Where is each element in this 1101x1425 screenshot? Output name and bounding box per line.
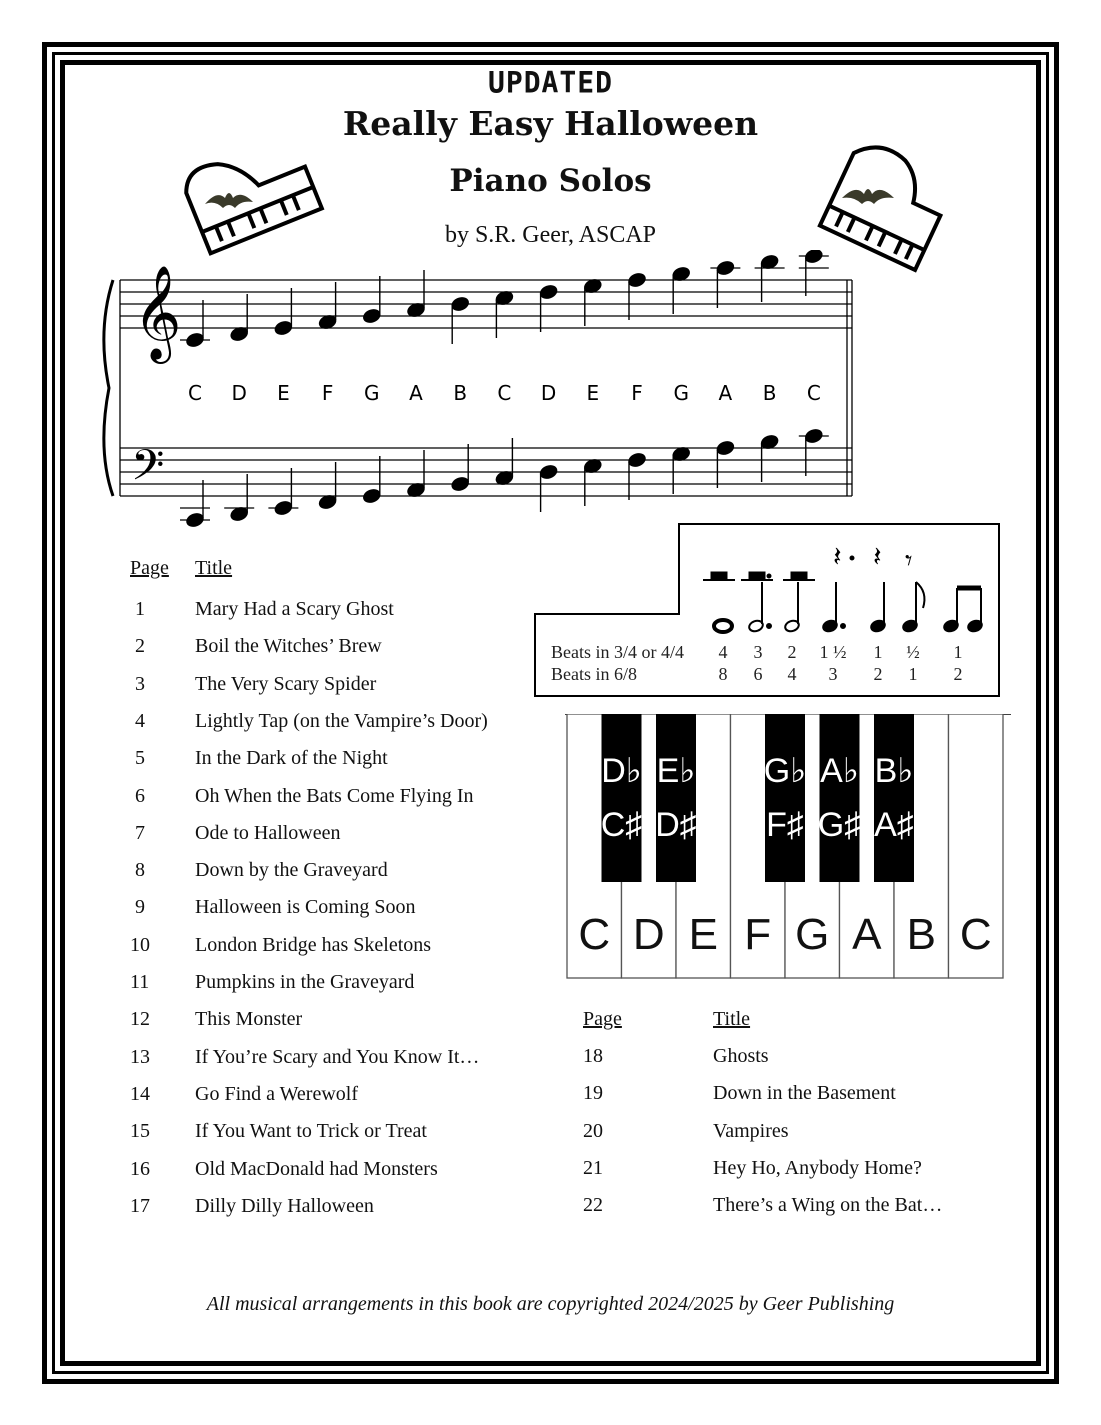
toc-page-number: 10 [130,933,150,956]
toc-page-number: 7 [135,821,145,844]
note-d-8 [538,463,559,512]
note-a-5 [405,270,426,319]
page-title: Really Easy Halloween [342,104,759,143]
note-letter: F [631,381,643,405]
toc-song-title: Lightly Tap (on the Vampire’s Door) [195,709,488,732]
toc-page-number: 22 [583,1194,603,1217]
note-e-2 [268,468,298,517]
toc-song-title: Oh When the Bats Come Flying In [195,784,474,807]
toc-song-title: London Bridge has Skeletons [195,933,432,956]
toc-page-number: 12 [130,1008,150,1031]
toc-title-header: Title [195,557,233,579]
toc-song-title: Vampires [713,1119,789,1142]
white-key-label: F [744,910,772,959]
note-b-6 [450,444,471,493]
black-key-flat-label: D♭ [601,752,642,790]
toc-page-number: 1 [135,598,145,620]
note-c-7 [494,438,515,487]
white-key-label: C [578,910,611,959]
note-f-10 [626,451,647,500]
note-b-13 [759,433,780,482]
note-c-7 [494,289,515,338]
black-key-sharp-label: A♯ [874,806,914,844]
author-credit: by S.R. Geer, ASCAP [444,222,657,248]
toc-song-title: Ghosts [713,1045,769,1067]
note-c-14 [799,427,829,476]
beat-value: 2 [953,664,963,684]
toc-song-title: Halloween is Coming Soon [195,896,416,919]
treble-clef-icon: 𝄞 [133,265,182,360]
beat-value: 1 ½ [819,642,847,662]
black-key-flat-label: E♭ [656,752,696,790]
note-f-3 [317,462,338,511]
black-key-flat-label: G♭ [763,752,807,790]
note-e-9 [582,457,603,506]
note-a-12 [715,439,736,488]
black-key-flat-label: B♭ [874,752,914,790]
note-letter: G [364,381,380,405]
black-key-sharp-label: F♯ [766,806,804,844]
note-d-8 [538,283,559,332]
note-letter: B [453,381,468,405]
toc-song-title: Ode to Halloween [195,821,341,844]
page-subtitle: Piano Solos [449,163,652,199]
svg-text:𝄽: 𝄽 [833,540,842,573]
black-key [601,714,643,882]
white-key-label: E [688,910,718,959]
note-e-2 [273,288,294,337]
note-letters [188,381,821,405]
toc-page-number: 8 [135,859,145,882]
black-key-flat-label: A♭ [820,752,859,790]
toc-song-title: There’s a Wing on the Bat… [713,1194,943,1217]
toc-song-title: Pumpkins in the Graveyard [195,971,415,993]
beat-value: 2 [787,642,797,662]
toc-page-number: 15 [130,1120,150,1143]
white-key-label: C [959,910,992,959]
piano-bat-icon-left [175,138,335,268]
note-g-11 [671,445,692,494]
note-c-14 [799,250,829,296]
note-b-6 [450,295,471,344]
note-letter: C [497,381,512,405]
toc-page-number: 18 [583,1045,603,1067]
toc-page-number: 4 [135,709,145,732]
beat-value: 4 [787,664,797,684]
toc-page-number: 19 [583,1082,603,1105]
beat-value: 4 [718,642,728,662]
toc-page-number: 5 [135,747,145,770]
note-b-13 [755,253,785,302]
updated-stamp: UPDATED [487,65,613,100]
note-letter: E [277,381,290,405]
toc-song-title: Down in the Basement [713,1082,896,1105]
toc-song-title: Old MacDonald had Monsters [195,1157,438,1180]
beat-value: 2 [873,664,883,684]
note-letter: E [586,381,600,405]
black-key [818,714,861,882]
black-key [655,714,697,882]
note-a-5 [405,450,426,499]
beat-value: 3 [828,664,838,684]
beat-value: 1 [953,642,963,662]
note-letter: A [409,381,423,405]
toc-song-title: Boil the Witches’ Brew [195,635,382,658]
toc-page-number: 20 [583,1119,603,1142]
grand-staff [95,250,860,535]
beat-value: 3 [753,642,763,662]
white-key-label: G [795,910,830,959]
toc-song-title: If You Want to Trick or Treat [195,1120,427,1143]
toc-song-title: Hey Ho, Anybody Home? [713,1156,922,1179]
toc-page-number: 14 [130,1082,150,1105]
toc-page-header: Page [130,557,169,579]
note-letter: B [762,381,777,405]
note-g-4 [361,276,382,325]
svg-text:𝄾: 𝄾 [905,544,913,577]
brace-icon [104,280,113,496]
note-letter: G [673,381,689,405]
note-letter: F [321,381,334,405]
toc-page-number: 2 [135,635,145,658]
bass-notes [180,427,829,529]
note-f-10 [626,271,647,320]
toc-song-title: Down by the Graveyard [195,859,388,882]
note-c-0 [180,300,210,349]
note-f-3 [317,282,338,331]
toc-page-number: 6 [135,784,145,807]
note-letter: D [540,381,557,405]
toc-page-number: 21 [583,1156,603,1179]
toc-song-title: This Monster [195,1008,303,1031]
black-key-sharp-label: C♯ [600,806,643,844]
note-letter: D [231,381,247,405]
toc-page-number: 17 [130,1194,150,1217]
note-letter: A [718,381,733,405]
treble-notes [180,250,829,349]
note-a-12 [710,259,740,308]
toc-song-title: If You’re Scary and You Know It… [195,1045,480,1068]
svg-text:𝄽: 𝄽 [873,540,882,573]
toc-song-title: In the Dark of the Night [195,747,388,770]
toc-page-number: 3 [135,672,145,695]
note-d-1 [229,294,250,343]
beat-value: ½ [906,642,920,662]
rhythm-row2-label: Beats in 6/8 [551,664,637,684]
beat-value: 1 [908,664,918,684]
white-key-label: B [906,910,936,959]
note-d-1 [224,474,254,523]
beat-value: 6 [753,664,763,684]
toc-song-title: Dilly Dilly Halloween [195,1194,374,1217]
note-e-9 [582,277,603,326]
rhythm-chart [533,522,1003,700]
white-key-label: D [632,910,665,959]
note-letter: C [188,381,202,405]
black-key [874,714,914,882]
black-key-sharp-label: G♯ [817,806,862,844]
copyright-footer: All musical arrangements in this book are copyrighted 2024/2025 by Geer Publishing [206,1293,895,1315]
note-letter: C [806,381,821,405]
beat-value: 1 [873,642,883,662]
piano-keyboard [565,714,1011,980]
toc-title-header-right: Title [713,1008,751,1030]
white-key-label: A [852,910,882,959]
toc-page-number: 11 [130,971,150,993]
toc-song-title: Mary Had a Scary Ghost [195,598,394,620]
note-c-0 [180,480,210,529]
note-g-4 [361,456,382,505]
toc-page-number: 9 [135,896,145,919]
toc-song-title: Go Find a Werewolf [195,1082,358,1105]
black-key-sharp-label: D♯ [655,806,697,844]
rhythm-row1-label: Beats in 3/4 or 4/4 [551,642,684,662]
black-key [764,714,806,882]
note-g-11 [671,265,692,314]
toc-page-header-right: Page [583,1008,622,1030]
toc-page-number: 13 [130,1045,150,1068]
toc-page-number: 16 [130,1157,150,1180]
bass-clef-icon: 𝄢 [131,441,165,501]
toc-song-title: The Very Scary Spider [195,672,377,695]
beat-value: 8 [718,664,728,684]
